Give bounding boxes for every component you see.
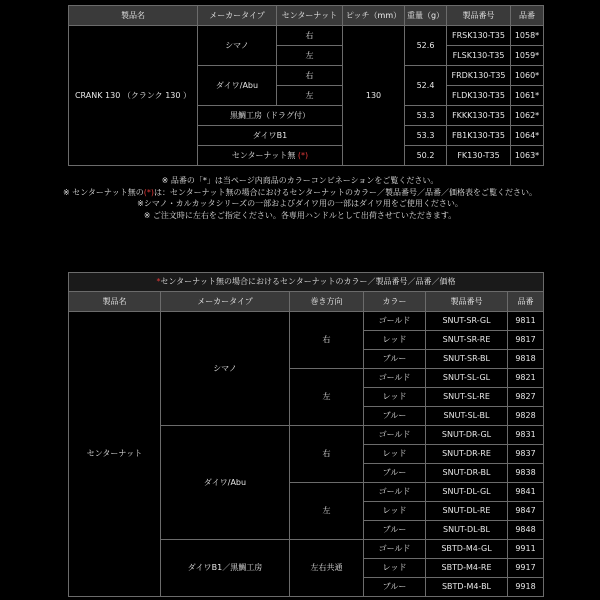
center-nut-cell: 左 xyxy=(277,86,343,106)
note-text: ※ センターナット無の xyxy=(62,187,144,197)
header-item-number: 品番 xyxy=(508,292,544,312)
maker-type-cell: シマノ xyxy=(198,26,277,66)
header-winding-direction: 巻き方向 xyxy=(290,292,364,312)
product-code-cell: SNUT-DL-GL xyxy=(426,483,508,502)
weight-cell: 53.3 xyxy=(405,106,447,126)
item-number-cell: 9831 xyxy=(508,426,544,445)
item-number-cell: 9821 xyxy=(508,369,544,388)
center-nut-cell: 右 xyxy=(277,26,343,46)
note-line: ※シマノ・カルカッタシリーズの一部およびダイワ用の一部はダイワ用をご使用ください。 xyxy=(137,199,463,208)
product-code-cell: SNUT-SR-GL xyxy=(426,312,508,331)
center-nut-table xyxy=(68,272,544,597)
item-number-cell: 1063* xyxy=(511,146,544,166)
product-code-cell: SNUT-DR-GL xyxy=(426,426,508,445)
note-line xyxy=(0,187,600,199)
item-number-cell: 9918 xyxy=(508,578,544,597)
header-color: カラー xyxy=(364,292,426,312)
item-number-cell: 1062* xyxy=(511,106,544,126)
item-number-cell: 9817 xyxy=(508,331,544,350)
product-code-cell: FLDK130-T35 xyxy=(447,86,511,106)
product-code-cell: SNUT-DR-RE xyxy=(426,445,508,464)
header-product-code: 製品番号 xyxy=(447,6,511,26)
product-code-cell: FK130-T35 xyxy=(447,146,511,166)
product-code-cell: SNUT-DL-RE xyxy=(426,502,508,521)
product-name-cell: CRANK 130 （クランク 130 ） xyxy=(69,26,198,166)
item-number-cell: 9838 xyxy=(508,464,544,483)
item-number-cell: 1060* xyxy=(511,66,544,86)
header-product-name: 製品名 xyxy=(69,6,198,26)
caption-text: センターナット無の場合におけるセンターナットのカラー／製品番号／品番／価格 xyxy=(160,277,456,286)
center-nut-cell: 左 xyxy=(277,46,343,66)
notes xyxy=(0,175,600,221)
maker-type-cell: ダイワB1／黒鯛工房 xyxy=(161,540,290,597)
item-number-cell: 1058* xyxy=(511,26,544,46)
item-number-cell: 9847 xyxy=(508,502,544,521)
color-cell: ブルー xyxy=(364,350,426,369)
color-cell: ゴールド xyxy=(364,540,426,559)
product-code-cell: SNUT-SR-RE xyxy=(426,331,508,350)
item-number-cell: 9827 xyxy=(508,388,544,407)
item-number-cell: 9911 xyxy=(508,540,544,559)
product-code-cell: SBTD-M4-BL xyxy=(426,578,508,597)
center-nut-cell: 右 xyxy=(277,66,343,86)
product-code-cell: SNUT-SL-RE xyxy=(426,388,508,407)
product-code-cell: FRDK130-T35 xyxy=(447,66,511,86)
product-code-cell: SNUT-SR-BL xyxy=(426,350,508,369)
winding-direction-cell: 左 xyxy=(290,369,364,426)
maker-type-cell xyxy=(198,146,343,166)
table-caption xyxy=(69,273,544,292)
color-cell: ゴールド xyxy=(364,369,426,388)
item-number-cell: 9841 xyxy=(508,483,544,502)
color-cell: ブルー xyxy=(364,407,426,426)
item-number-cell: 1061* xyxy=(511,86,544,106)
product-code-cell: FLSK130-T35 xyxy=(447,46,511,66)
product-code-cell: FRSK130-T35 xyxy=(447,26,511,46)
asterisk-mark: (*) xyxy=(297,150,309,160)
color-cell: ブルー xyxy=(364,521,426,540)
color-cell: ゴールド xyxy=(364,483,426,502)
color-cell: ブルー xyxy=(364,464,426,483)
asterisk-mark: * xyxy=(156,277,161,286)
color-cell: レッド xyxy=(364,502,426,521)
item-number-cell: 9828 xyxy=(508,407,544,426)
item-number-cell: 1059* xyxy=(511,46,544,66)
header-weight: 重量（g） xyxy=(405,6,447,26)
asterisk-mark: (*) xyxy=(143,187,154,197)
product-code-cell: SNUT-DR-BL xyxy=(426,464,508,483)
header-product-code: 製品番号 xyxy=(426,292,508,312)
color-cell: レッド xyxy=(364,388,426,407)
product-code-cell: SBTD-M4-RE xyxy=(426,559,508,578)
maker-type-cell: ダイワB1 xyxy=(198,126,343,146)
color-cell: ブルー xyxy=(364,578,426,597)
spec-table xyxy=(68,5,544,166)
product-code-cell: SNUT-SL-BL xyxy=(426,407,508,426)
color-cell: レッド xyxy=(364,331,426,350)
table-row xyxy=(69,312,544,331)
weight-cell: 53.3 xyxy=(405,126,447,146)
product-code-cell: SNUT-DL-BL xyxy=(426,521,508,540)
product-code-cell: SNUT-SL-GL xyxy=(426,369,508,388)
maker-type-cell: ダイワ/Abu xyxy=(161,426,290,540)
item-number-cell: 9811 xyxy=(508,312,544,331)
product-name-cell: センターナット xyxy=(69,312,161,597)
maker-type-cell: 黒鯛工房（ドラグ付） xyxy=(198,106,343,126)
note-line: ※ 品番の「*」は当ページ内商品のカラーコンビネーションをご覧ください。 xyxy=(161,176,439,185)
product-code-cell: SBTD-M4-GL xyxy=(426,540,508,559)
item-number-cell: 9837 xyxy=(508,445,544,464)
product-code-cell: FB1K130-T35 xyxy=(447,126,511,146)
winding-direction-cell: 左右共通 xyxy=(290,540,364,597)
header-product-name: 製品名 xyxy=(69,292,161,312)
color-cell: レッド xyxy=(364,559,426,578)
weight-cell: 50.2 xyxy=(405,146,447,166)
product-code-cell: FKKK130-T35 xyxy=(447,106,511,126)
winding-direction-cell: 右 xyxy=(290,312,364,369)
spec-table-header xyxy=(69,6,544,26)
item-number-cell: 9818 xyxy=(508,350,544,369)
note-text: は：センターナット無の場合におけるセンターナットのカラー／製品番号／品番／価格表をご覧ください。 xyxy=(153,187,538,197)
header-pitch: ピッチ（mm） xyxy=(343,6,405,26)
item-number-cell: 9848 xyxy=(508,521,544,540)
item-number-cell: 9917 xyxy=(508,559,544,578)
winding-direction-cell: 右 xyxy=(290,426,364,483)
note-line: ※ ご注文時に左右をご指定ください。各専用ハンドルとして出荷させていただきます。 xyxy=(143,210,457,220)
header-item-number: 品番 xyxy=(511,6,544,26)
color-cell: ゴールド xyxy=(364,426,426,445)
pitch-cell: 130 xyxy=(343,26,405,166)
weight-cell: 52.4 xyxy=(405,66,447,106)
maker-type-label: センターナット無 xyxy=(231,150,296,160)
maker-type-cell: ダイワ/Abu xyxy=(198,66,277,106)
color-cell: ゴールド xyxy=(364,312,426,331)
center-nut-table-header xyxy=(69,292,544,312)
table-row xyxy=(69,26,544,46)
center-nut-table-body xyxy=(69,312,544,597)
header-center-nut: センターナット xyxy=(277,6,343,26)
header-maker-type: メーカータイプ xyxy=(161,292,290,312)
winding-direction-cell: 左 xyxy=(290,483,364,540)
maker-type-cell: シマノ xyxy=(161,312,290,426)
item-number-cell: 1064* xyxy=(511,126,544,146)
color-cell: レッド xyxy=(364,445,426,464)
header-maker-type: メーカータイプ xyxy=(198,6,277,26)
weight-cell: 52.6 xyxy=(405,26,447,66)
